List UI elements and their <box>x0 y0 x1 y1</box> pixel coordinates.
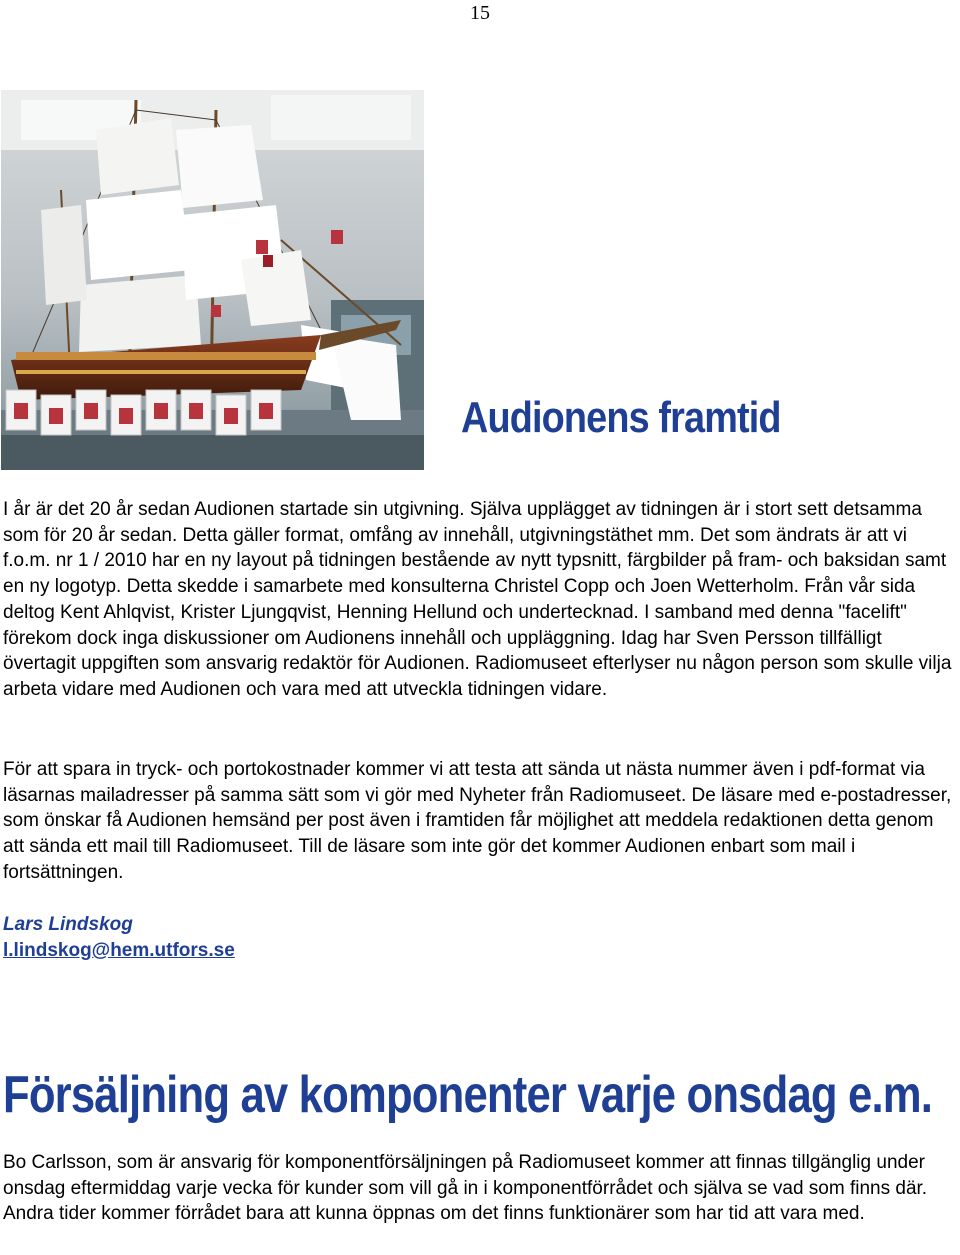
article-title: Audionens framtid <box>461 393 781 442</box>
page-number: 15 <box>470 2 490 24</box>
article-paragraph-2: För att spara in tryck- och portokostnader kommer vi att testa att sända ut nästa nummer även i pdf-format via läsarnas mailadresser på samma sätt som vi gör med Nyheter från Radiomuseet. De läsare med e-postadresser, som önskar få Audionen hemsänd per post även i framtiden får möjlighet att meddela redaktionen detta genom att sända ett mail till Radiomuseet. Till de läsare som inte gör det kommer Audionen enbart som mail i fortsättningen. <box>3 759 952 883</box>
signature-block <box>3 912 235 964</box>
ship-model-photo <box>1 90 424 470</box>
section-title: Försäljning av komponenter varje onsdag e.m. <box>3 1066 933 1124</box>
author-name: Lars Lindskog <box>3 914 133 935</box>
author-email-link[interactable]: l.lindskog@hem.utfors.se <box>3 940 235 961</box>
section-paragraph: Bo Carlsson, som är ansvarig för komponentförsäljningen på Radiomuseet kommer att finnas tillgänglig under onsdag eftermiddag varje vecka för kunder som vill gå in i komponentförrådet och själva se vad som finns där. Andra tider kommer förrådet bara att kunna öppnas om det finns funktionärer som har tid att vara med. <box>3 1152 928 1225</box>
article-paragraph-1: I år är det 20 år sedan Audionen startade sin utgivning. Själva upplägget av tidningen är i stort sett detsamma som för 20 år sedan. Detta gäller format, omfång av innehåll, utgivningstäthet mm. Det som ändrats är att vi f.o.m. nr 1 / 2010 har en ny layout på tidningen bestående av nytt typsnitt, färgbilder på fram- och baksidan samt en ny logotyp. Detta skedde i samarbete med konsulterna Christel Copp och Joen Wetterholm. Från vår sida deltog Kent Ahlqvist, Krister Ljungqvist, Henning Hellund och undertecknad. I samband med denna "facelift" förekom dock inga diskussioner om Audionens innehåll och uppläggning. Idag har Sven Persson tillfälligt övertagit uppgiften som ansvarig redaktör för Audionen. Radiomuseet efterlyser nu någon person som skulle vilja arbeta vidare med Audionen och vara med att utveckla tidningen vidare. <box>3 499 952 700</box>
